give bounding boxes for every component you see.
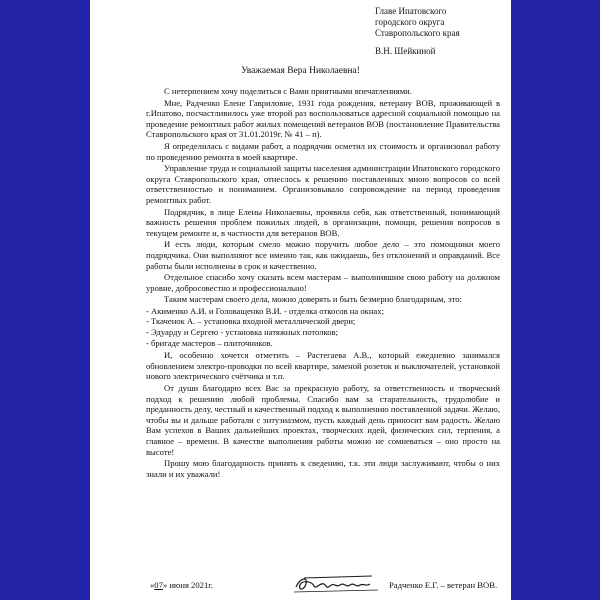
- address-line: городского округа: [375, 17, 445, 27]
- address-line: Главе Ипатовского: [375, 6, 447, 16]
- list-item: - Ткаченок А. – установка входной металлической двери;: [146, 316, 356, 327]
- date-open: «: [150, 580, 155, 590]
- paragraph: И есть люди, которым смело можно поручить любое дело – это помощники моего подрядчика. Они выполняют все именно так, как ожидаешь, без отклонений и оправданий. Все работы были исполнены в срок и качественно.: [146, 239, 500, 271]
- paragraph: Мне, Радченко Елене Гавриловне, 1931 года рождения, ветерану ВОВ, проживающей в г.Ипатово, посчастливилось уже второй раз воспользоваться адресной социальной помощью на проведение ремонтных работ жилых помещений ветеранов ВОВ (постановление Правительства Ставропольского края от 31.01.2019г. № 41 – п).: [146, 97, 500, 140]
- paragraph: Подрядчик, в лице Елены Николаевны, проявила себя, как ответственный, понимающий важность решения проблем пожилых людей, в организации, помощи, решения вопросов в текущем ремонте и, в частности для ветеранов ВОВ.: [146, 206, 500, 238]
- list-item: - Акименко А.И. и Головащенко В.И. - отделка откосов на окнах;: [146, 305, 384, 316]
- list-item: - Эдуарду и Сергею - установка натяжных потолков;: [146, 327, 339, 338]
- signatory-name: Радченко Е.Г. – ветеран ВОВ.: [389, 580, 498, 590]
- handwritten-signature: [290, 572, 386, 594]
- paragraph: И, особенно хочется отметить – Растегаева А.В., который ежедневно занимался обновлением электро-проводки по всей квартире, заменой розеток и выключателей, установкой нового электрического счётчика и т.п.: [146, 350, 500, 382]
- date-day: 07: [154, 580, 163, 590]
- masters-list: [146, 306, 500, 348]
- letter-body: [146, 86, 500, 480]
- letter-page: [90, 0, 511, 600]
- paragraph: Отдельное спасибо хочу сказать всем мастерам – выполнившим свою работу на должном уровне, добросовестно и профессионально!: [146, 272, 500, 293]
- paragraph: Прошу мою благодарность принять к сведению, т.к. эти люди заслуживают, чтобы о них знали и их уважали!: [146, 458, 500, 479]
- recipient-name: В.Н. Шейкиной: [375, 46, 436, 56]
- paragraph: Таким мастерам своего дела, можно доверять и быть безмерно благодарным, это:: [164, 294, 462, 305]
- paragraph: От души благодарю всех Вас за прекрасную работу, за ответственность и творческий подход к решению любой проблемы. Спасибо вам за старательность, трудолюбие и преданность делу, честный и качественный подход к выполнению поставленной задачи. Желаю, чтобы вы и дальше работали с энтузиазмом, пусть каждый день приносит вам радость. Желаю Вам успехов в Ваших дальнейших проектах, творческих идей, физических сил, терпения, а главное – времени. В качестве выполнения работы можно не сомневаться – оно просто на высоте!: [146, 383, 500, 457]
- paragraph: Управление труда и социальной защиты населения администрации Ипатовского городского округа Ставропольского края, отнеслось к решению поставленных мною вопросов со всей ответственностью и пониманием. Организовывало сопровождение на период проведения ремонтных работ.: [146, 163, 500, 205]
- address-line: Ставропольского края: [375, 28, 460, 38]
- date-rest: » июня 2021г.: [162, 580, 213, 590]
- list-item: - бригаде мастеров – плиточников.: [146, 337, 273, 348]
- salutation: Уважаемая Вера Николаевна!: [241, 66, 360, 76]
- paragraph: С нетерпением хочу поделиться с Вами приятными впечатлениями.: [164, 86, 412, 96]
- signature-block: [146, 574, 500, 596]
- recipient-address: [375, 6, 507, 57]
- paragraph: Я определилась с видами работ, а подрядчик осметил их стоимость и организовал работу по проведению ремонта в моей квартире.: [146, 140, 500, 162]
- letter-date: [150, 580, 213, 590]
